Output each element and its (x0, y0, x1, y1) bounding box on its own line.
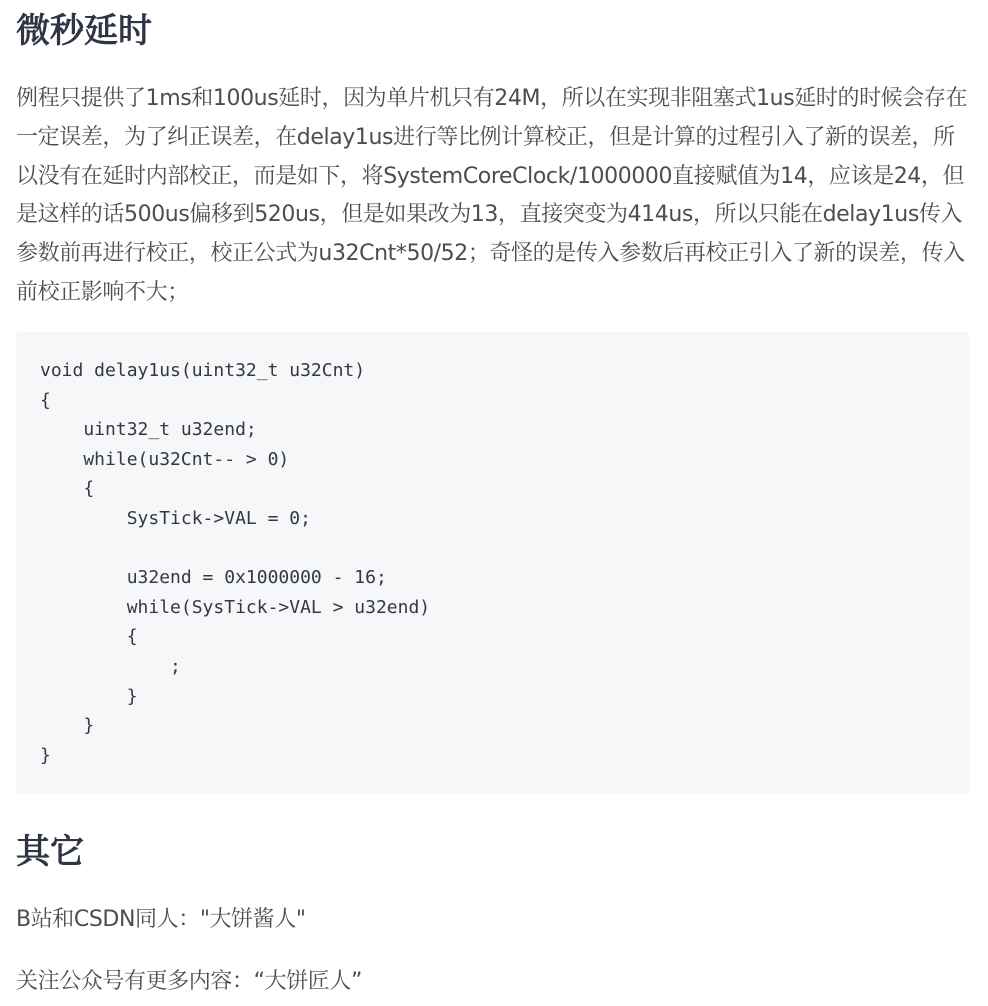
section-heading-other: 其它 (16, 832, 84, 872)
code-block[interactable] (16, 332, 969, 794)
code-delay1us[interactable]: void delay1us(uint32_t u32Cnt) { uint32_t u32end; while(u32Cnt-- > 0) { SysTick->VAL = 0; u32end = 0x1000000 - 16; while(SysTick->VAL > u32end) { ; } } } (40, 360, 431, 766)
section-paragraph-delay-explanation: 例程只提供了1ms和100us延时，因为单片机只有24M，所以在实现非阻塞式1us延时的时候会存在一定误差，为了纠正误差，在delay1us进行等比例计算校正，但是计算的过程引入了新的误差，所以没有在延时内部校正，而是如下，将SystemCoreClock/1000000直接赋值为14，应该是24，但是这样的话500us偏移到520us，但是如果改为13，直接突变为414us，所以只能在delay1us传入参数前再进行校正，校正公式为u32Cnt*50/52；奇怪的是传入参数后再校正引入了新的误差，传入前校正影响不大； (16, 86, 968, 305)
text-bilibili-csdn-name: B站和CSDN同人："大饼酱人" (16, 907, 306, 932)
text-wechat-account: 关注公众号有更多内容：“大饼匠人” (16, 969, 362, 994)
section-heading-microsecond-delay: 微秒延时 (16, 11, 152, 51)
